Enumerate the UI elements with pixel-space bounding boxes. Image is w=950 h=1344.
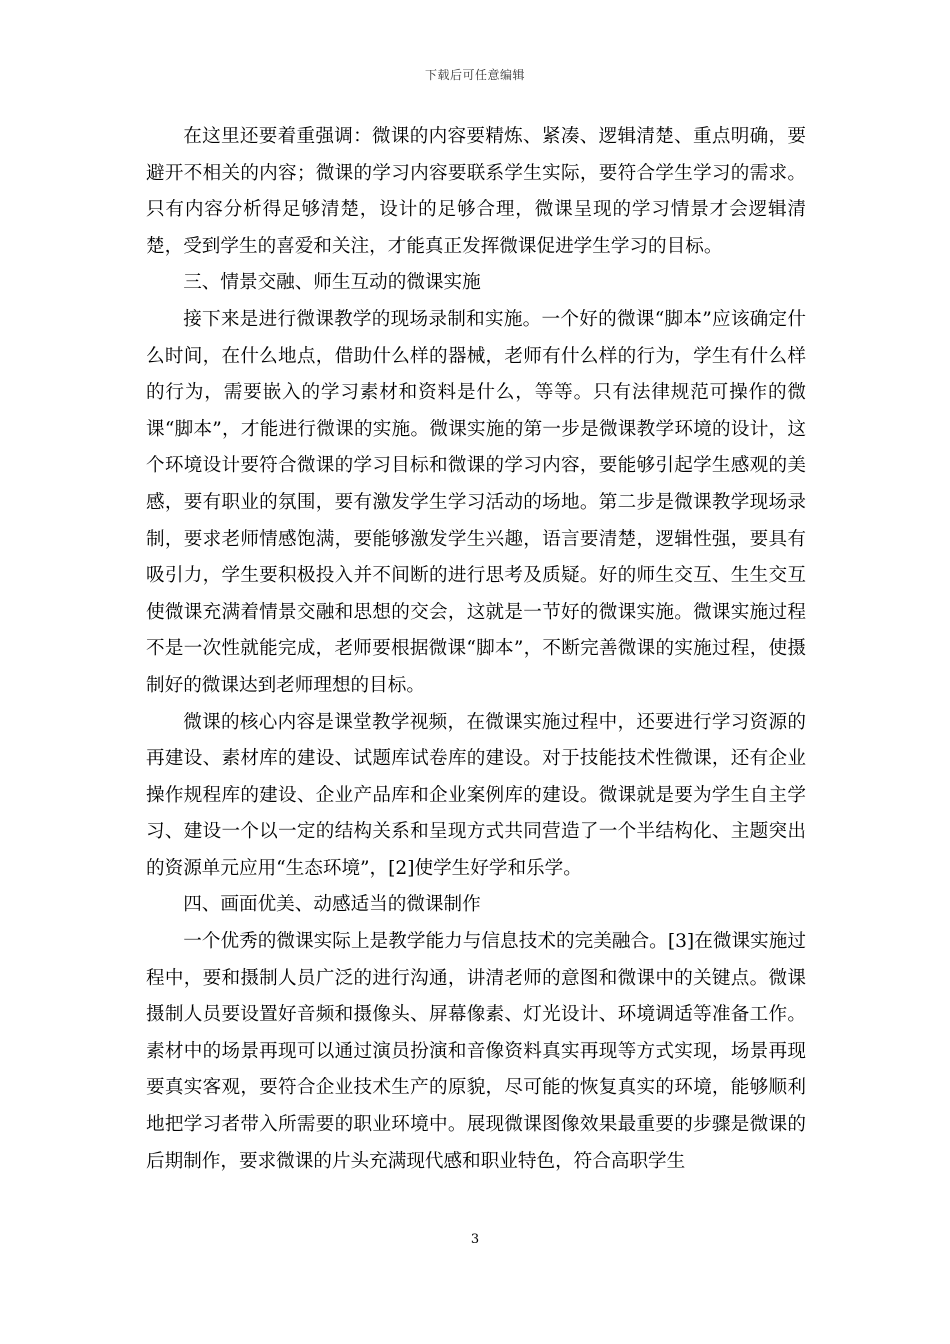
paragraph-implementation: 接下来是进行微课教学的现场录制和实施。一个好的微课“脚本”应该确定什么时间，在什么地点，借助什么样的器械，老师有什么样的行为，学生有什么样的行为，需要嵌入的学习素材和资料是什么，等等。只有法律规范可操作的微课“脚本”，才能进行微课的实施。微课实施的第一步是微课教学环境的设计，这个环境设计要符合微课的学习目标和微课的学习内容，要能够引起学生感观的美感，要有职业的氛围，要有激发学生学习活动的场地。第二步是微课教学现场录制，要求老师情感饱满，要能够激发学生兴趣，语言要清楚，逻辑性强，要具有吸引力，学生要积极投入并不间断的进行思考及质疑。好的师生交互、生生交互使微课充满着情景交融和思想的交会，这就是一节好的微课实施。微课实施过程不是一次性就能完成，老师要根据微课“脚本”，不断完善微课的实施过程，使摄制好的微课达到老师理想的目标。 <box>146 308 806 696</box>
document-body <box>146 119 806 1180</box>
paragraph-core-content: 微课的核心内容是课堂教学视频，在微课实施过程中，还要进行学习资源的再建设、素材库的建设、试题库试卷库的建设。对于技能技术性微课，还有企业操作规程库的建设、企业产品库和企业案例库的建设。微课就是要为学生自主学习、建设一个以一定的结构关系和呈现方式共同营造了一个半结构化、主题突出的资源单元应用“生态环境”，[2]使学生好学和乐学。 <box>146 711 806 879</box>
header-note: 下载后可任意编辑 <box>424 68 525 82</box>
section-heading-3: 三、情景交融、师生互动的微课实施 <box>183 272 481 294</box>
section-heading-4: 四、画面优美、动感适当的微课制作 <box>183 894 481 916</box>
paragraph-production: 一个优秀的微课实际上是教学能力与信息技术的完美融合。[3]在微课实施过程中，要和摄制人员广泛的进行沟通，讲清老师的意图和微课中的关键点。微课摄制人员要设置好音频和摄像头、屏幕像素、灯光设计、环境调适等准备工作。素材中的场景再现可以通过演员扮演和音像资料真实再现等方式实现，场景再现要真实客观，要符合企业技术生产的原貌，尽可能的恢复真实的环境，能够顺利地把学习者带入所需要的职业环境中。展现微课图像效果最重要的步骤是微课的后期制作，要求微课的片头充满现代感和职业特色，符合高职学生 <box>146 931 806 1172</box>
paragraph-emphasis: 在这里还要着重强调：微课的内容要精炼、紧凑、逻辑清楚、重点明确，要避开不相关的内容；微课的学习内容要联系学生实际，要符合学生学习的需求。只有内容分析得足够清楚，设计的足够合理，微课呈现的学习情景才会逻辑清楚，受到学生的喜爱和关注，才能真正发挥微课促进学生学习的目标。 <box>146 126 806 257</box>
page-number: 3 <box>470 1232 480 1247</box>
